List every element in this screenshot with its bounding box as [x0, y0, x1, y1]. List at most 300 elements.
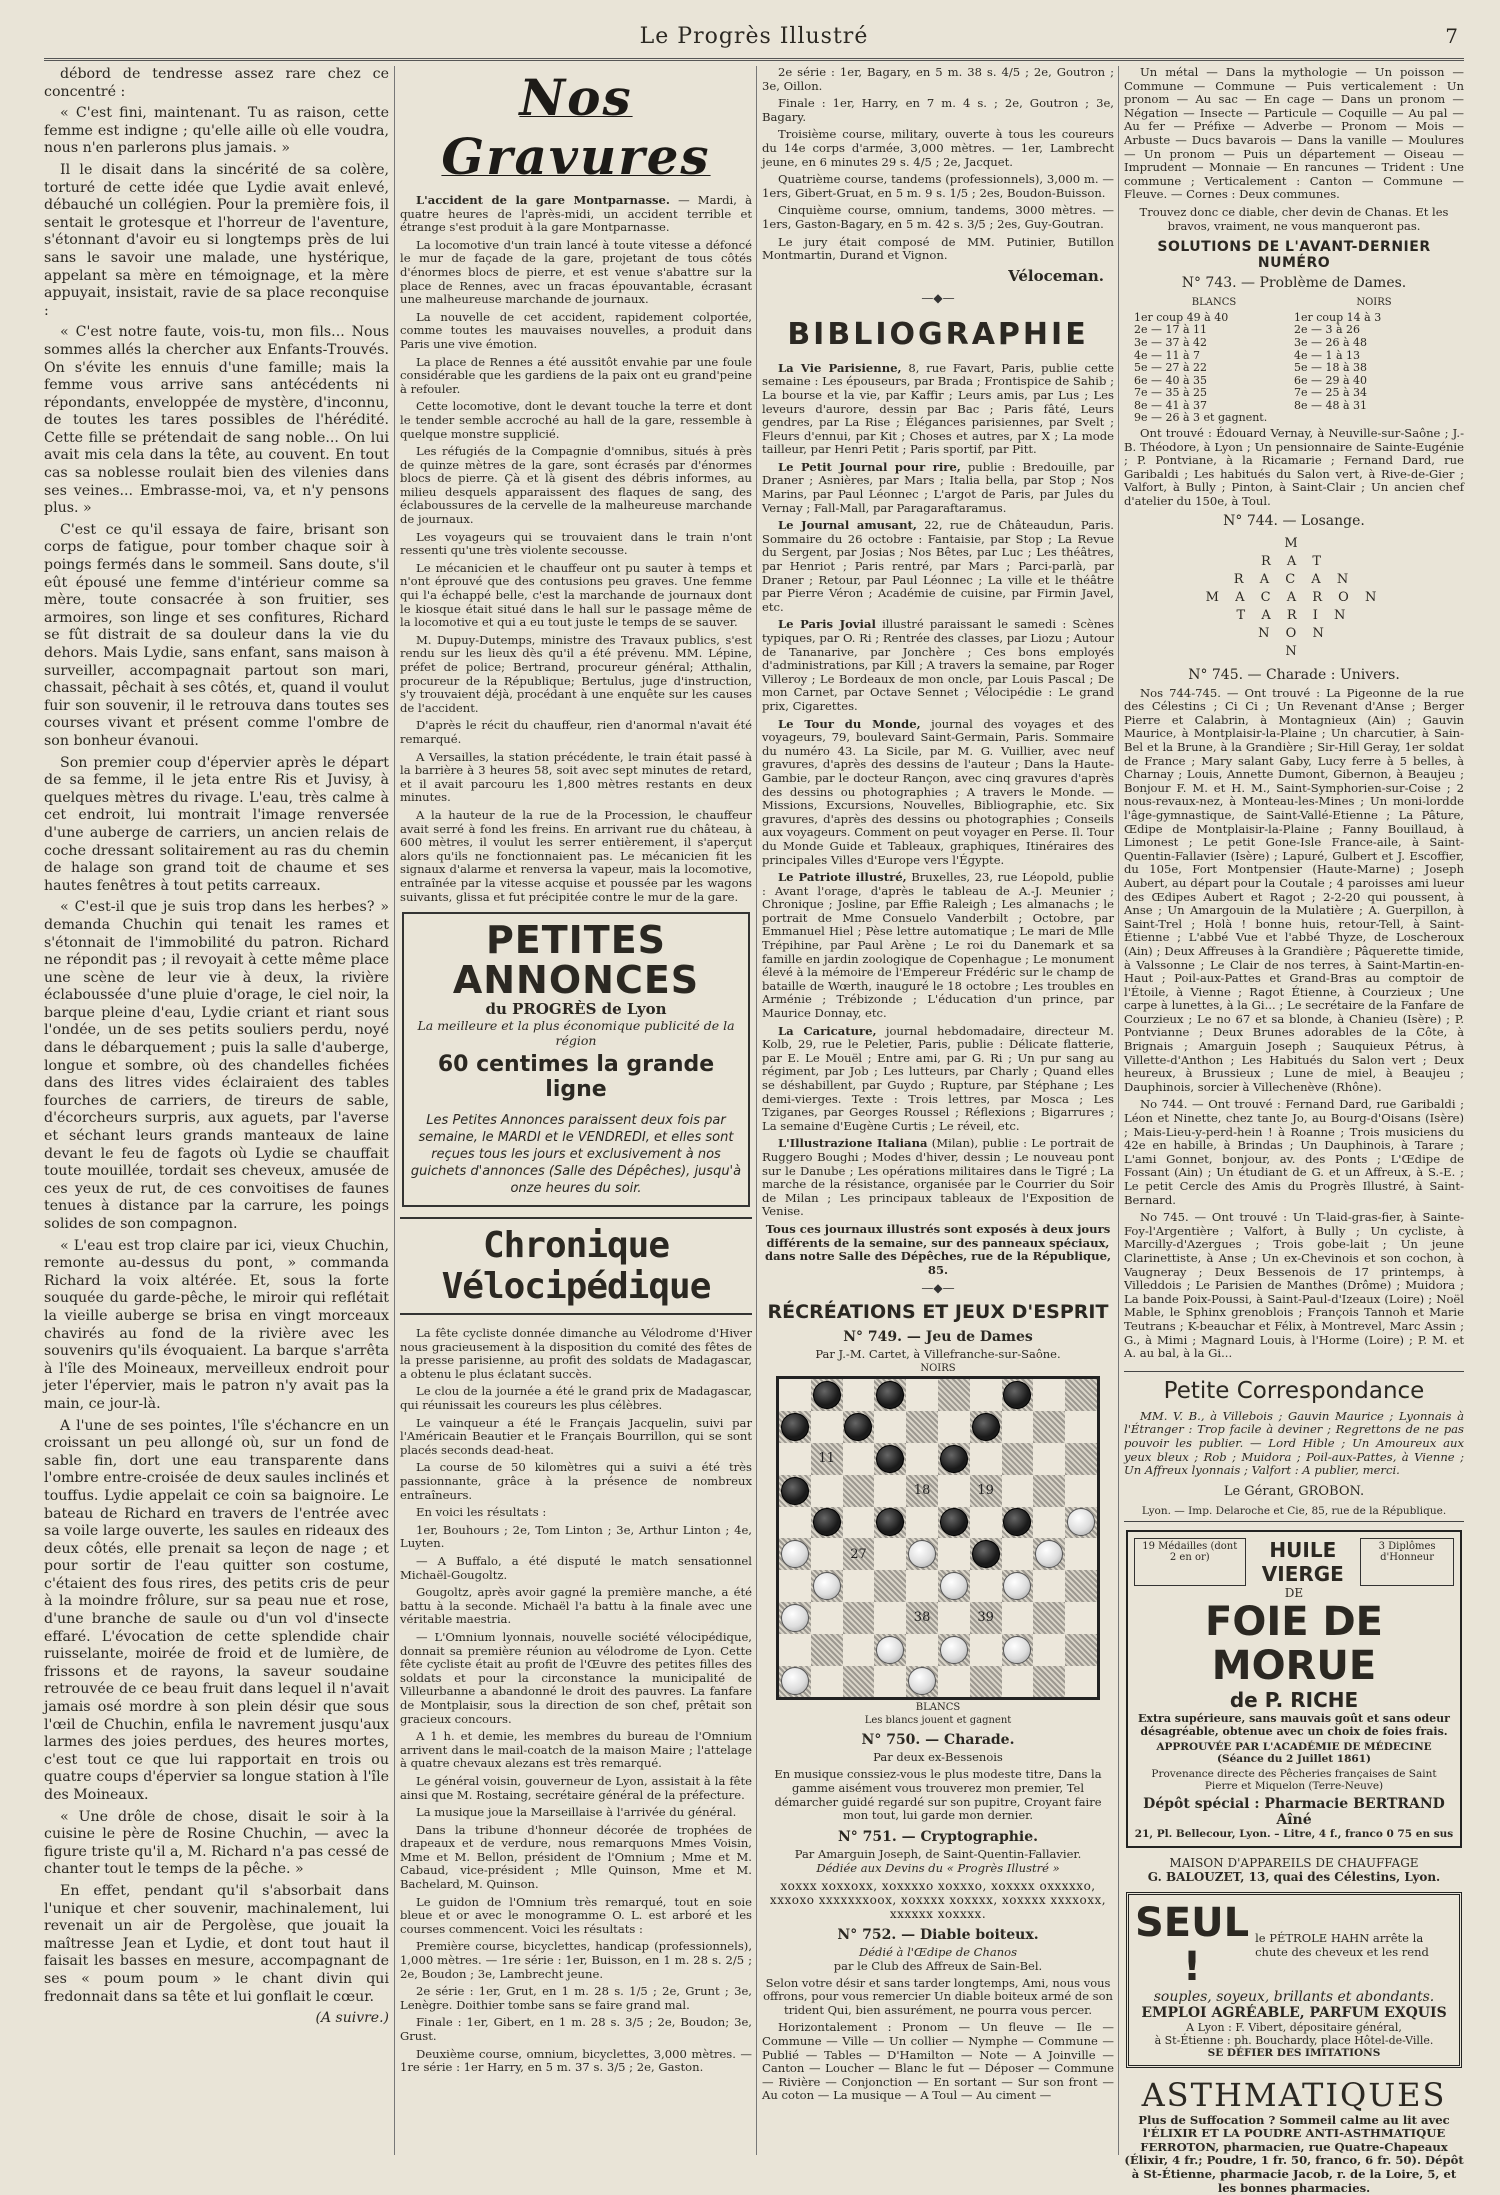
gravure-paragraph: Le mécanicien et le chauffeur ont pu sauter à temps et n'ont éprouvé que des contusions peu graves. Une femme qui l'a échappé belle, c'est la marchande de journaux dont le kiosque était situé dans le hall sur le passage même de la locomotive et qui a eu tout juste le temps de se sauver. — [400, 560, 752, 630]
board-square — [811, 1507, 843, 1539]
novel-paragraph: « C'est fini, maintenant. Tu as raison, cette femme est indigne ; qu'elle aille où elle voudra, nous n'en parlerons plus jamais. » — [44, 105, 389, 157]
solution-744-745-found: Nos 744-745. — Ont trouvé : La Pigeonne de la rue des Célestins ; Ci Ci ; Un Revenant d'Anse ; Berger Pierre et Calabrin, à Montagnieux (Ain) ; Gauvin Maurice, à Montplaisir-la-Plaine ; Un charcutier, à Sain-Bel et la Brune, à la Grandière ; Sir-Hill Geray, 1er soldat de France ; Mary salant Gaby, Lucy ferre à 5 belles, à Charnay ; Louis, Annette Dumont, Gibernon, à Beaujeu ; Bonjour F. M. et H. M., Saint-Symphorien-sur-Coise ; 2 nous-revaux-nez, à Monteau-les-Mines ; Un moni-lordde l'âge-gymnastique, de Saint-Vallé-Etienne ; La Pâture, Œdipe de Montplaisir-la-Plaine ; Fanny Bouillaud, à Limonest ; Le petit Gone-Isle France-aile, à Saint-Quentin-Fallavier (Isère) ; Lapuré, Gulbert et J. Escoffier, du 105e, Fort Montpensier (Haute-Marne) ; Joseph Aubert, au départ pour la Coutale ; 4 paroisses ami lueur des Œdipes Aubert et Ragot ; 2-2-20 qui poussent, à Anse ; Un Amargouin de la Mulatière ; A. Guerpillon, à Saint-Trel ; Holà ! bonne huis, retour-Tell, à Saint-Étienne ; L'abbé Vue et l'abbé Thyze, de Loscheroux (Ain) ; Deux Affreuses à la Grandière ; Pâquerette timide, à Valssonne ; Le Clair de nos terres, à Saint-Martin-en-Haut ; Poil-aux-Pattes et Grand-Bras au comptoir de l'Étoile, à Vienne ; Ragot Étienne, à Courzieux ; Une carpe à lunettes, à la Gi... ; Le secrétaire de la Fanfare de Courzieux ; Le no 67 et sa blonde, à Chanieu (Isère) ; P. Pontvianne ; Deux Brunes adorables de la Côte, à Brignais ; Amarguin Joseph ; Sauquieux Pétrus, à Villette-d'Anthon ; Les Habitués du Salon vert ; Deux heureux, à Brussieux ; Lune de miel, à Beaujeu ; Dauphinois, sorcier à Villechenève (Rhône). — [1124, 685, 1464, 1094]
ad3-st: à St-Étienne : ph. Bouchardy, place Hôtel-de-Ville. — [1154, 2033, 1434, 2047]
board-square — [906, 1570, 938, 1602]
diable-clues-continued: Un métal — Dans la mythologie — Un poisson — Commune — Commune — Puis verticalement : Un pronom — Au sac — En cage — Dans un pronom — Négation — Insecte — Particule — Coquille — Au pal — Au fer — Préfixe — Adverbe — Pronom — Mois — Arbuste — Ducs bavarois — Dans la vanille — Moulures — Un pronom — Puis un département — Oiseau — Imprudent — Monnaie — En rancunes — Trident : Une commune ; Verticalement : Canton — Commune — Fleuve. — Cornes : Deux communes. — [1124, 65, 1464, 202]
white-piece — [1003, 1572, 1031, 1600]
board-square — [874, 1602, 906, 1634]
ad-asthmatiques-text: Plus de Suffocation ? Sommeil calme au lit avec l'ÉLIXIR ET LA POUDRE ANTI-ASTHMATIQUE FERROTON, pharmacien, rue Quatre-Chapeaux (Élixir, 4 fr.; Poudre, 1 fr. 50, franco, 6 fr. 50). Dépôt à St-Étienne, pharmacie Jacob, r. de la Loire, 5, et les bonnes pharmacies. — [1124, 2112, 1464, 2195]
board-square — [779, 1538, 811, 1570]
white-piece — [1035, 1540, 1063, 1568]
solution-744-found: No 744. — Ont trouvé : Fernand Dard, rue Garibaldi ; Léon et Ninette, chez tante Jo, au Bourg-d'Oisans (Isère) ; Mais-Lieu-y-perd-hein ! à Roanne ; Trois musiciens du 42e en habille, à Brindas ; Un Dauphinois, à Tarare ; L'ami Gonnet, bonjour, av. des Ponts ; L'Œdipe de Fossant (Ain) ; Un étudiant de G. et un Affreux, à S.-E. ; Le petit Cercle des Amis du Progrès Illustré, à Saint-Bernard. — [1124, 1097, 1464, 1207]
move-noir: 5e — 18 à 38 — [1294, 361, 1368, 375]
biblio-title: L'Illustrazione Italiana — [778, 1136, 928, 1151]
white-piece — [908, 1540, 936, 1568]
board-square — [811, 1538, 843, 1570]
board-square — [970, 1538, 1002, 1570]
board-square — [1033, 1666, 1065, 1698]
ads-tagline: La meilleure et la plus économique publicité de la région — [417, 1018, 735, 1049]
ad2-line2: G. BALOUZET, 13, quai des Célestins, Lyon. — [1147, 1869, 1441, 1884]
ad1-line8: Dépôt spécial : Pharmacie BERTRAND Aîné — [1143, 1795, 1445, 1828]
board-square — [874, 1538, 906, 1570]
board-square — [874, 1411, 906, 1443]
square-number: 27 — [850, 1546, 867, 1562]
board-label-blancs: BLANCS — [915, 1702, 961, 1714]
medal-left: 19 Médailles (dont 2 en or) — [1134, 1538, 1246, 1586]
white-piece — [940, 1572, 968, 1600]
square-number: 39 — [977, 1610, 994, 1626]
bibliographie-heading: BIBLIOGRAPHIE — [787, 316, 1089, 352]
board-square — [811, 1666, 843, 1698]
losange-solution — [1124, 535, 1464, 661]
square-number: 18 — [913, 1483, 931, 1499]
losange-row: R A T — [1260, 553, 1328, 569]
page-number: 7 — [1445, 24, 1458, 48]
recreations-heading: RÉCRÉATIONS ET JEUX D'ESPRIT — [767, 1301, 1109, 1324]
board-square — [779, 1507, 811, 1539]
board-square — [843, 1475, 875, 1507]
board-square — [1033, 1570, 1065, 1602]
black-piece — [1003, 1381, 1031, 1409]
board-square — [811, 1379, 843, 1411]
problem-752-title: N° 752. — Diable boiteux. — [837, 1926, 1039, 1943]
diable-clues: Horizontalement : Pronom — Un fleuve — Ile — Commune — Ville — Un collier — Nymphe — Commune — Publié — Tables — D'Hamilton — Note — A Joinville — Canton — Loucher — Blanc le fut — Déposer — Commune — Rivière — Conjonction — En sortant — Sur son front — Au coton — La musique — A Toul — Au ciment — — [762, 2020, 1114, 2103]
board-square — [906, 1475, 938, 1507]
move-blanc: 8e — 41 à 37 — [1134, 398, 1208, 412]
board-square — [874, 1634, 906, 1666]
problem-751-author: Par Amarguin Joseph, de Saint-Quentin-Fallavier. — [794, 1846, 1082, 1861]
board-label-noirs: NOIRS — [920, 1363, 956, 1375]
ad3-emploi: EMPLOI AGRÉABLE, PARFUM EXQUIS — [1141, 2004, 1447, 2021]
solution-743-title: N° 743. — Problème de Dames. — [1181, 275, 1407, 292]
ad-chauffage — [1124, 1856, 1464, 1884]
move-blanc: 1er coup 49 à 40 — [1134, 310, 1229, 324]
checkers-board — [776, 1376, 1100, 1700]
solution-745-title: N° 745. — Charade : Univers. — [1188, 666, 1400, 683]
square-number: 38 — [913, 1610, 931, 1626]
board-square — [1065, 1570, 1097, 1602]
gravures-column — [400, 66, 752, 2155]
biblio-note: Tous ces journaux illustrés sont exposés à deux jours différents de la semaine, sur des panneaux spéciaux, dans notre Salle des Dépêches, rue de la République, 85. — [764, 1221, 1111, 1277]
separator-diamond: —◆— — [921, 290, 955, 305]
losange-row: M — [1284, 535, 1304, 551]
losange-row: N — [1285, 643, 1303, 659]
biblio-entry: Le Tour du Monde, journal des voyages et des voyageurs, 79, boulevard Saint-Germain, Paris. Sommaire du numéro 43. La Sicile, par M. G. Vuillier, avec neuf gravures, d'après des dessins de l'auteur ; Dans la Haute-Gambie, par le docteur Rançon, avec cinq gravures d'après des dessins ou photographies ; A travers le Monde. — Missions, Excursions, Nouvelles, Bibliographie, etc. Six gravures, d'après des dessins ou photographies ; Conseils aux voyageurs. Comment on peut voyager en Perse. Il. Tour du Monde Guide et Tableaux, graphiques, Itinéraires des principales Villes d'Europe vers l'Égypte. — [762, 716, 1114, 867]
imprint-line: Lyon. — Imp. Delaroche et Cie, 85, rue de la République. — [1124, 1505, 1464, 1522]
board-square — [874, 1666, 906, 1698]
chronique-paragraph: Le clou de la journée a été le grand prix de Madagascar, qui réunissait les coureurs les plus célèbres. — [400, 1384, 752, 1413]
biblio-entry: Le Patriote illustré, Bruxelles, 23, rue Léopold, publie : Avant l'orage, d'après le tableau de A.-J. Meunier ; Chronique ; Josline, par Effie Raleigh ; Les almanachs ; le portrait de Mme Consuelo Vanderbilt ; Octobre, par Emmanuel Hiel ; Pèse lettre automatique ; Le mari de Mlle Trépihine, par Paul Arène ; Le roi du Danemark et sa famille en jardin zoologique de Copenhague ; Le monument élevé à la mémoire de l'Empereur Frédéric sur le champ de bataille de Wœrth, inauguré le 18 octobre ; Les troubles en Arménie ; Trébizonde ; L'éducation d'un prince, par Maurice Donnay, etc. — [762, 870, 1114, 1021]
chronique-paragraph: La fête cycliste donnée dimanche au Vélodrome d'Hiver nous gracieusement à la disposition du comité des fêtes de la presse parisienne, au profit des soldats de Madagascar, a obtenu le plus éclatant succès. — [400, 1326, 752, 1381]
problem-751-title: N° 751. — Cryptographie. — [837, 1828, 1039, 1845]
chronique-paragraph: Finale : 1er, Gibert, en 1 m. 28 s. 3/5 ; 2e, Boudon; 3e, Grust. — [400, 2015, 752, 2043]
gravure-paragraph: Les réfugiés de la Compagnie d'omnibus, situés à près de quinze mètres de la gare, sont écrasés par d'énormes blocs de pierre. Çà et là gisent des débris informes, au milieu desquels apparaissent des flaques de sang, des éclaboussures de la cervelle de la malheureuse marchande de journaux. — [400, 444, 752, 527]
board-square — [1002, 1634, 1034, 1666]
gravure-paragraph: La locomotive d'un train lancé à toute vitesse a défoncé le mur de façade de la gare, projetant de tous côtés d'énormes blocs de pierre, et est venue s'abattre sur la place de Rennes, avec un fracas épouvantable, écrasant une malheureuse marchande de journaux. — [400, 237, 752, 307]
novel-paragraph: Son premier coup d'épervier après le départ de sa femme, il le jeta entre Ris et Juvisy, à quelques mètres du rivage. L'eau, très calme à cet endroit, lui montrait l'image renversée d'une auberge de carriers, un ancien relais de coche dressant solitairement au ras du chemin de halage son grand toit de chaume et ses hautes fenêtres à tout petits carreaux. — [44, 754, 389, 894]
gravure-paragraph: Cette locomotive, dont le devant touche la terre et dont le tender semble accroché au hall de la gare, ressemble à quelque monstre supplicié. — [400, 399, 752, 441]
white-piece — [940, 1636, 968, 1664]
ads-price: 60 centimes la grande ligne — [437, 1052, 715, 1103]
chronique-paragraph: Finale : 1er, Harry, en 7 m. 4 s. ; 2e, Goutron ; 3e, Bagary. — [762, 96, 1114, 124]
chronique-paragraph: La musique joue la Marseillaise à l'arrivée du général. — [416, 1805, 737, 1820]
ad1-line9: 21, Pl. Bellecour, Lyon. – Litre, 4 f., franco 0 75 en sus — [1134, 1827, 1454, 1840]
ad3-side: le PÉTROLE HAHN arrête la chute des cheveux et les rend — [1255, 1930, 1429, 1959]
biblio-entry: La Caricature, journal hebdomadaire, directeur M. Kolb, 29, rue le Peletier, Paris, publie : Délicate flatterie, par E. Le Mouël ; Entre ami, par G. Ri ; Un pur sang au régiment, par Job ; Les lutteurs, par Charly ; Quand elles se déshabillent, par Guydo ; Rupture, par Stéphane ; Les demi-vierges. Texte : Trois lettres, par Mosca ; Les Tziganes, par Georges Roussel ; Réflexions ; Bigarrures ; La semaine d'Eugène Curtis ; Le réveil, etc. — [762, 1023, 1114, 1133]
board-square — [1002, 1570, 1034, 1602]
losange-row: R A C A N — [1233, 571, 1355, 587]
black-piece — [972, 1413, 1000, 1441]
board-square — [970, 1379, 1002, 1411]
board-square — [970, 1507, 1002, 1539]
biblio-title: Le Journal amusant, — [778, 518, 917, 533]
board-square — [970, 1634, 1002, 1666]
chronique-paragraph: 2e série : 1er, Bagary, en 5 m. 38 s. 4/5 ; 2e, Goutron ; 3e, Oillon. — [762, 65, 1114, 93]
white-piece — [1003, 1636, 1031, 1664]
losange-row: T A R I N — [1236, 607, 1352, 623]
biblio-entry: Le Petit Journal pour rire, publie : Bredouille, par Draner ; Asnières, par Mars ; Italia bella, par Stop ; Nos Marins, par Paul Léonnec ; L'argot de Paris, par Jules du Vernay ; Fall-Mall, par Paragaraftaramus. — [762, 459, 1114, 515]
board-square — [1033, 1475, 1065, 1507]
ad-petrole-hahn — [1126, 1892, 1462, 2068]
problem-752-dedication: Dédié à l'Œdipe de Chanos — [859, 1944, 1017, 1959]
board-square — [970, 1570, 1002, 1602]
ad1-line4: de P. RICHE — [1229, 1687, 1359, 1712]
black-piece — [972, 1540, 1000, 1568]
gravure-paragraph: D'après le récit du chauffeur, rien d'anormal n'avait été remarqué. — [400, 718, 752, 746]
correspondance-text: MM. V. B., à Villebois ; Gauvin Maurice ; Lyonnais à l'Étranger : Trop facile à deviner ; Regrettons de ne pas pouvoir les publier. — Lord Hible ; Un Amoureux aux yeux bleux ; Rob ; Muidora ; Poil-aux-Pattes, à Vienne ; Un Affreux lyonnais ; Valfort : A publier, merci. — [1124, 1408, 1464, 1478]
board-square — [874, 1507, 906, 1539]
biblio-entry: La Vie Parisienne, 8, rue Favart, Paris, publie cette semaine : Les épouseurs, par Brada ; Frontispice de Sahib ; La bourse et la vie, par Kaffir ; Leurs amis, par Lus ; Les leveurs d'aurore, dessin par Bac ; Paris fâté, Leurs gendres, par La Rise ; Élégances parisiennes, par Svelt ; Fleurs d'ennui, par Kit ; Choses et autres, par X ; La mode tailleur, par Henri Petit ; Paris sportif, par Pitt. — [762, 360, 1114, 457]
moves-header-noirs: NOIRS — [1356, 297, 1392, 309]
novel-paragraph: débord de tendresse assez rare chez ce concentré : — [44, 66, 389, 100]
board-square — [970, 1602, 1002, 1634]
black-piece — [1003, 1508, 1031, 1536]
chronique-paragraph: Le général voisin, gouverneur de Lyon, assistait à la fête ainsi que M. Rostaing, secrétaire général de la préfecture. — [400, 1773, 752, 1802]
move-noir: 3e — 26 à 48 — [1294, 335, 1368, 349]
solution-745-found: No 745. — Ont trouvé : Un T-laid-gras-fier, à Sainte-Foy-l'Argentière ; Valfort, à Bully ; Un cycliste, à Marcilly-d'Azergues ; Trois gobe-lait ; Un jeune Clarinettiste, à Anse ; Un ex-Chevinois et son cochon, à Vaugneray ; Deux Bessenois de 17 printemps, à Villeddois ; Le Parisien de Manthes (Drôme) ; Muidora ; La bande Poix-Poussi, à Saint-Paul-d'Izeaux (Loire) ; Noël Mable, le Sphinx grenoblois ; François Tannoh et Marie Teutrans ; K-beauchar et Félix, à Montrevel, Marc Assin ; G., à Mimi ; Magnard Louis, à l'Horme (Loire) ; P. M. et A. au bal, à la Gi... — [1124, 1210, 1464, 1361]
ads-subtitle: du PROGRÈS de Lyon — [485, 1000, 667, 1019]
board-square — [1065, 1411, 1097, 1443]
board-square — [874, 1570, 906, 1602]
chronique-paragraph: 1er, Bouhours ; 2e, Tom Linton ; 3e, Arthur Linton ; 4e, Luyten. — [400, 1522, 752, 1551]
problem-750-title: N° 750. — Charade. — [861, 1732, 1015, 1749]
board-square — [1002, 1379, 1034, 1411]
white-piece — [781, 1540, 809, 1568]
board-square — [1065, 1602, 1097, 1634]
board-square — [1002, 1602, 1034, 1634]
problem-751-dedication: Dédiée aux Devins du « Progrès Illustré » — [816, 1860, 1060, 1875]
board-square — [938, 1411, 970, 1443]
move-noir: 1er coup 14 à 3 — [1294, 310, 1382, 324]
ads-body: Les Petites Annonces paraissent deux fois par semaine, le MARDI et le VENDREDI, et elles sont reçues tous les jours et exclusivement à nos guichets d'annonces (Salle des Dépêches), jusqu'à onze heures du soir. — [410, 1113, 742, 1197]
board-square — [906, 1443, 938, 1475]
losange-row: N O N — [1258, 625, 1330, 641]
chronique-paragraph: Gougoltz, après avoir gagné la première manche, a été battu à la seconde. Michaël l'a battu à la finale avec une véritable maestria. — [400, 1585, 752, 1627]
board-square — [1033, 1411, 1065, 1443]
move-noir: 4e — 1 à 13 — [1294, 348, 1361, 362]
white-piece — [813, 1572, 841, 1600]
square-number: 11 — [818, 1451, 835, 1467]
board-square — [906, 1411, 938, 1443]
gerant-line: Le Gérant, GROBON. — [1223, 1483, 1365, 1499]
gravure-paragraph: Les voyageurs qui se trouvaient dans le train n'ont ressenti qu'une très violente secousse. — [400, 529, 752, 558]
ad-asthmatiques-title: ASTHMATIQUES — [1141, 2075, 1447, 2114]
moves-header-blancs: BLANCS — [1191, 297, 1237, 309]
ad2-line1: MAISON D'APPAREILS DE CHAUFFAGE — [1169, 1855, 1419, 1870]
biblio-title: La Vie Parisienne, — [778, 360, 902, 375]
move-blanc: 4e — 11 à 7 — [1134, 348, 1201, 362]
ad-foie-de-morue — [1126, 1530, 1462, 1848]
board-square — [811, 1634, 843, 1666]
gravure-paragraph: L'accident de la gare Montparnasse. — Mardi, à quatre heures de l'après-midi, un accident terrible et étrange s'est produit à la gare Montparnasse. — [400, 193, 752, 235]
chronique-paragraph: Deuxième course, omnium, bicyclettes, 3,000 mètres. — 1re série : 1er Harry, en 5 m. 37 s. 3/5 ; 2e, Gaston. — [400, 2046, 752, 2075]
board-square — [970, 1666, 1002, 1698]
board-square — [874, 1379, 906, 1411]
solution-743-found: Ont trouvé : Édouard Vernay, à Neuville-sur-Saône ; J.-B. Théodore, à Lyon ; Un pensionnaire de Sainte-Eugénie ; P. Pontviane, à la Ricamarie ; Fernand Dard, rue Garibaldi ; Les habitués du Salon vert, à Rive-de-Gier ; Valfort, à Bully ; Pinton, à Saint-Clair ; Un ancien chef d'atelier du 150e, à Toul. — [1124, 426, 1464, 509]
column-rule — [1118, 66, 1119, 2155]
chronique-heading: Chronique Vélocipédique — [400, 1217, 752, 1315]
medal-right: 3 Diplômes d'Honneur — [1360, 1538, 1454, 1586]
chronique-paragraph: Cinquième course, omnium, tandems, 3000 mètres. — 1ers, Gaston-Bagary, en 5 m. 42 s. 3/5 ; 2es, Guy-Goutran. — [762, 203, 1114, 231]
biblio-title: Le Petit Journal pour rire, — [778, 459, 961, 474]
biblio-column — [762, 66, 1114, 2155]
board-square — [843, 1666, 875, 1698]
white-piece — [1067, 1508, 1095, 1536]
black-piece — [876, 1508, 904, 1536]
chronique-paragraph: Quatrième course, tandems (professionnels), 3,000 m. — 1ers, Gibert-Gruat, en 5 m. 9 s. 1/5 ; 2es, Boudon-Buisson. — [762, 172, 1114, 200]
chronique-paragraph: Troisième course, military, ouverte à tous les coureurs du 14e corps d'armée, 3,000 mètres. — 1er, Lambrecht jeune, en 6 minutes 29 s. 4/5 ; 2e, Jacquet. — [762, 127, 1114, 169]
board-square — [906, 1538, 938, 1570]
board-square — [874, 1443, 906, 1475]
board-square — [779, 1411, 811, 1443]
board-square — [843, 1507, 875, 1539]
board-square — [938, 1379, 970, 1411]
gravure-paragraph: A Versailles, la station précédente, le train était passé à la barrière à 3 heures 58, soit avec sept minutes de retard, et il avait parcouru les 1,800 mètres restants en deux minutes. — [400, 749, 752, 805]
separator-diamond: —◆— — [921, 1281, 955, 1296]
board-square — [874, 1475, 906, 1507]
charade-verse: En musique conssiez-vous le plus modeste titre, Dans la gamme aisément vous trouverez mon premier, Tel démarcher guidé regardé sur son pupitre, Croyant faire mon tout, lui garde mon dernier. — [774, 1767, 1102, 1823]
board-square — [811, 1411, 843, 1443]
gravures-heading: Nos Gravures — [441, 68, 711, 186]
chronique-paragraph: Le guidon de l'Omnium très remarqué, tout en soie bleue et or avec le monogramme O. L. est arboré et les courses commencent. Voici les résultats : — [400, 1894, 752, 1936]
ad1-line2: DE — [1284, 1585, 1304, 1600]
board-square — [843, 1634, 875, 1666]
ad1-line3: FOIE DE MORUE — [1205, 1598, 1383, 1689]
board-square — [906, 1634, 938, 1666]
diable-verse: Selon votre désir et sans tarder longtemps, Ami, nous vous offrons, pour vous remercier Un diable boiteux armé de son trident Qui, bien assurément, ne pourra vous percer. — [763, 1975, 1113, 2017]
black-piece — [781, 1477, 809, 1505]
board-square — [938, 1475, 970, 1507]
solution-744-title: N° 744. — Losange. — [1223, 512, 1365, 529]
black-piece — [781, 1413, 809, 1441]
to-be-continued: (A suivre.) — [315, 2010, 389, 2027]
novel-paragraph: Il le disait dans la sincérité de sa colère, torturé de cette idée que Lydie avait enlevé, débauché un collégien. Pour la première fois, il sentait le grotesque et l'horreur de l'aventure, s'étonnant d'avoir eu si longtemps près de lui sans le savoir une malade, une hystérique, appelant sa mère en témoignage, et la mère appuyait, insistait, ravie de sa place reconquise : — [44, 161, 389, 319]
move-noir: 6e — 29 à 40 — [1294, 373, 1368, 387]
board-square — [779, 1475, 811, 1507]
biblio-entry: Le Journal amusant, 22, rue de Châteaudun, Paris. Sommaire du 26 octobre : Fantaisie, par Stop ; La Revue du Sergent, par Josias ; Nos Bêtes, par Luc ; Les théâtres, par Henriot ; Paris rentré, par Mars ; Parci-parlà, par Draner ; Retour, par Paul Léonnec ; La ville et le théâtre par Pierre Véron ; Académie de cuisine, par Firmin Javel, etc. — [762, 518, 1114, 614]
board-square — [779, 1634, 811, 1666]
board-square — [1033, 1634, 1065, 1666]
board-square — [1065, 1507, 1097, 1539]
board-square — [970, 1475, 1002, 1507]
board-square — [1002, 1507, 1034, 1539]
move-noir: 2e — 3 à 26 — [1294, 323, 1361, 337]
board-square — [906, 1379, 938, 1411]
board-square — [938, 1538, 970, 1570]
board-square — [1002, 1411, 1034, 1443]
ad1-line6: APPROUVÉE PAR L'ACADÉMIE DE MÉDECINE (Séance du 2 Juillet 1861) — [1156, 1740, 1432, 1765]
column-rule — [756, 66, 757, 2155]
black-piece — [940, 1445, 968, 1473]
board-square — [1002, 1666, 1034, 1698]
white-piece — [781, 1667, 809, 1695]
novel-paragraph: « C'est notre faute, vois-tu, mon fils... Nous sommes allés la chercher aux Enfants-Trouvés. On s'évite les ennuis d'une famille; mais la femme vous arrive sans antécédents ni répondants, enveloppée de mystère, d'inconnu, de toutes les tares possibles de l'hérédité. Cette fille se prétendait de sang noble... On lui avait mis cela dans la tête, au couvent. En tout cas sa noblesse roulait bien des vilenies dans ses veines... Embrasse-moi, va, et n'y pensons plus. » — [44, 324, 389, 517]
board-square — [1065, 1634, 1097, 1666]
board-square — [1065, 1538, 1097, 1570]
board-square — [906, 1602, 938, 1634]
board-square — [938, 1570, 970, 1602]
gravure-paragraph: La nouvelle de cet accident, rapidement colportée, comme toutes les mauvaises nouvelles, a produit dans Paris une vive émotion. — [400, 309, 752, 351]
board-square — [1033, 1507, 1065, 1539]
board-square — [1002, 1475, 1034, 1507]
board-square — [1065, 1475, 1097, 1507]
novel-paragraph: « Une drôle de chose, disait le soir à la cuisine le père de Rosine Chuchin, — avec la figure triste qu'il a, M. Richard n'a pas cessé de chanter tout le temps de la pêche. » — [44, 1808, 389, 1878]
board-square — [779, 1602, 811, 1634]
masthead — [44, 14, 1464, 61]
board-square — [843, 1411, 875, 1443]
board-square — [1033, 1602, 1065, 1634]
board-square — [843, 1602, 875, 1634]
board-square — [938, 1634, 970, 1666]
white-piece — [876, 1636, 904, 1664]
board-square — [906, 1507, 938, 1539]
square-number: 19 — [977, 1483, 994, 1499]
problem-749-title: N° 749. — Jeu de Dames — [843, 1329, 1033, 1346]
ad3-sub: souples, soyeux, brillants et abondants. — [1153, 1988, 1435, 2005]
solutions-column — [1124, 65, 1464, 2195]
board-square — [843, 1443, 875, 1475]
chronique-signature: Véloceman. — [1008, 266, 1104, 285]
column-rule — [394, 66, 395, 2155]
move-noir: 8e — 48 à 31 — [1294, 398, 1368, 412]
black-piece — [844, 1413, 872, 1441]
ad3-big: SEUL ! — [1135, 1899, 1250, 1990]
black-piece — [940, 1508, 968, 1536]
ad1-line7: Provenance directe des Pêcheries françaises de Saint Pierre et Miquelon (Terre-Neuve) — [1151, 1767, 1437, 1792]
chronique-paragraph: Le vainqueur a été le Français Jacquelin, suivi par l'Américain Beautier et le Français Bourrillon, qui se sont placés seconds dead-heat. — [400, 1415, 752, 1457]
biblio-title: Le Paris Jovial — [778, 617, 876, 632]
gravure-paragraph: La place de Rennes a été aussitôt envahie par une foule considérable que les gardiens de la paix ont eu grand'peine à refouler. — [400, 354, 752, 396]
chronique-paragraph: Dans la tribune d'honneur décorée de trophées de drapeaux et de verdure, nous remarquons Mmes Voisin, Mme et M. Bellon, président de l'Omnium ; Mme et M. Cabaud, vice-président ; Mlle Quinson, Mme et M. Bachelard, M. Quinson. — [400, 1822, 752, 1892]
board-square — [938, 1602, 970, 1634]
board-square — [779, 1443, 811, 1475]
black-piece — [813, 1381, 841, 1409]
board-square — [938, 1443, 970, 1475]
move-blanc: 2e — 17 à 11 — [1134, 323, 1208, 337]
biblio-title: La Caricature, — [778, 1023, 877, 1038]
chronique-paragraph: En voici les résultats : — [416, 1505, 547, 1520]
move-blanc: 7e — 35 à 25 — [1134, 386, 1208, 400]
cryptogram-text: xoxxx xoxxoxx, xoxxxxo xoxxxo, xoxxxx oxxxxxo, xxxoxo xxxxxxxoox, xoxxxx xoxxxx, xoxxxx xxxxoxx, xxxxxx xoxxxx. — [769, 1878, 1107, 1921]
biblio-entry: Le Paris Jovial illustré paraissant le samedi : Scènes typiques, par O. Ri ; Rentrée des classes, par Liozu ; Autour de Tananarive, par Jonchère ; Ces bons employés d'administrations, par Kill ; A travers la semaine, par Roger Villeroy ; Le Bordeaux de mon oncle, par Louis Pascal ; De mon Carnet, par Octave Sennet ; Vélocipédie : Le grand prix, Cigarettes. — [762, 617, 1115, 713]
board-square — [1065, 1666, 1097, 1698]
board-square — [811, 1602, 843, 1634]
gravure-paragraph: A la hauteur de la rue de la Procession, le chauffeur avait serré à fond les freins. En arrivant rue du château, à 600 mètres, il voulut les serrer entièrement, il s'aperçut alors qu'ils ne fonctionnaient pas. Le mécanicien fit les signaux d'alarme et renversa la vapeur, mais la locomotive, entraînée par la vitesse acquise et poussée par les wagons suivants, glissa et fut précipitée contre le mur de la gare. — [400, 807, 752, 904]
move-blanc: 5e — 27 à 22 — [1134, 361, 1208, 375]
board-square — [1002, 1443, 1034, 1475]
board-square — [938, 1507, 970, 1539]
ad3-lyon: A Lyon : F. Vibert, dépositaire général, — [1186, 2020, 1402, 2034]
correspondance-heading: Petite Correspondance — [1124, 1371, 1464, 1404]
newspaper-title: Le Progrès Illustré — [639, 24, 869, 49]
problem-750-author: Par deux ex-Bessenois — [873, 1750, 1003, 1765]
chronique-paragraph: La course de 50 kilomètres qui a suivi a été très passionnante, grâce à la présence de nombreux entraîneurs. — [400, 1460, 752, 1502]
chronique-paragraph: A 1 h. et demie, les membres du bureau de l'Omnium arrivent dans le mail-coatch de la maison Maire ; l'attelage à quatre chevaux alezans est très remarqué. — [400, 1729, 752, 1771]
white-piece — [908, 1667, 936, 1695]
white-piece — [781, 1604, 809, 1632]
board-square — [811, 1570, 843, 1602]
losange-row: M A C A R O N — [1205, 589, 1383, 605]
gravure-paragraph: M. Dupuy-Dutemps, ministre des Travaux publics, s'est rendu sur les lieux dès qu'il a été prévenu. MM. Lépine, préfet de police; Bertrand, procureur général; Atthalin, procureur de la République; Bertulus, juge d'instruction, s'y trouvaient déjà, procédant à une enquête sur les causes de l'accident. — [400, 632, 752, 715]
board-square — [843, 1379, 875, 1411]
board-square — [811, 1443, 843, 1475]
chronique-paragraph: Le jury était composé de MM. Putinier, Butillon Montmartin, Durand et Vignon. — [762, 234, 1114, 263]
black-piece — [813, 1508, 841, 1536]
gravure-runin: L'accident de la gare Montparnasse. — [416, 193, 670, 207]
novel-paragraph: « L'eau est trop claire par ici, vieux Chuchin, remonte au-dessus du pont, » commanda Richard la voix altérée. Et, sous la forte souquée du garde-pêche, le miroir qui reflétait la vieille auberge se brisa en vingt morceaux chavirés au fond de la rivière avec les souvenirs qu'ils évoquaient. La barque s'arrêta à l'île des Moineaux, merveilleux endroit pour jeter l'épervier, mais le patron n'y avait pas la main, ce jour-là. — [44, 1237, 389, 1412]
novel-column — [44, 66, 389, 2155]
ads-title: PETITES ANNONCES — [452, 918, 700, 1003]
novel-paragraph: A l'une de ses pointes, l'île s'échancre en un croissant un peu allongé où, sur un fond de sable fin, dort une eau transparente dans l'ombre entre-croisée de deux saules inclinés et touffus. Lydie appelait ce coin sa baignoire. Le bateau de Richard en travers de l'entrée avec sa voile large ouverte, les saules en rideaux des deux côtés, elle prenait sa leçon de nage ; et pour sortir de l'eau quitter son costume, c'étaient des fous rires, des petits cris de peur à la moindre frôlure, sur sa peau nue et rose, d'une branche de saule ou d'un vol d'insecte effaré. L'évocation de cette splendide chair ruisselante, moirée de froid et de lumière, de frissons et de rayons, la saveur soudaine retrouvée de ce beau fruit dans lequel il n'avait jamais osé mordre à son plein désir que sous l'œil de Chuchin, enfila le navrement jusqu'aux larmes des joies perdues, des heures mortes, c'est tout ce que lui rapportait en trois ou quatre coups d'épervier sa longue station à l'île des Moineaux. — [44, 1417, 389, 1803]
novel-paragraph: C'est ce qu'il essaya de faire, brisant son corps de fatigue, pour tomber chaque soir à poings fermés dans le sommeil. Sans doute, s'il eût épousé une femme d'intérieur comme sa mère, toute consacrée à son fruitier, ses armoires, son linge et ses confitures, Richard se fût distrait de sa douleur dans la vie du dehors. Mais Lydie, sans enfant, sans maison à surveiller, accompagnait partout son mari, chassait, pêchait à ses côtés, et, quand il voulut fuir son souvenir, il le retrouva dans toutes ses courses vivant et présent comme l'ombre de son bonheur évanoui. — [44, 521, 389, 749]
board-square — [1033, 1379, 1065, 1411]
chronique-paragraph: — L'Omnium lyonnais, nouvelle société vélocipédique, donnait sa première réunion au vélodrome de Lyon. Cette fête cycliste était au profit de l'Œuvre des petites filles des soldats et pour la circonstance la municipalité de Villeurbanne a abandonné le droit des pauvres. La fanfare de Montplaisir, sous la direction de son chef, prêtait son gracieux concours. — [400, 1629, 752, 1726]
board-square — [906, 1666, 938, 1698]
board-square — [970, 1443, 1002, 1475]
board-square — [1033, 1443, 1065, 1475]
move-noir: 7e — 25 à 34 — [1294, 386, 1368, 400]
board-square — [938, 1666, 970, 1698]
move-blanc: 6e — 40 à 35 — [1134, 373, 1208, 387]
biblio-title: Le Tour du Monde, — [778, 716, 921, 731]
board-square — [811, 1475, 843, 1507]
chronique-paragraph: — A Buffalo, a été disputé le match sensationnel Michaël-Gougoltz. — [400, 1554, 752, 1582]
move-blanc: 9e — 26 à 3 et gagnent. — [1134, 411, 1268, 425]
problem-749-author: Par J.-M. Cartet, à Villefranche-sur-Saône. — [815, 1347, 1061, 1362]
board-square — [1033, 1538, 1065, 1570]
board-square — [843, 1538, 875, 1570]
biblio-title: Le Patriote illustré, — [778, 870, 907, 885]
board-caption: Les blancs jouent et gagnent — [864, 1715, 1012, 1727]
chronique-paragraph: Première course, bicyclettes, handicap (professionnels), 1,000 mètres. — 1re série : 1er, Buisson, en 1 m. 28 s. 2/5 ; 2e, Boudon ; 3e, Lambrecht jeune. — [400, 1939, 752, 1981]
problem-752-author: par le Club des Affreux de Sain-Bel. — [833, 1958, 1043, 1973]
diable-end-verse: Trouvez donc ce diable, cher devin de Chanas. Et les bravos, vraiment, ne vous manqueront pas. — [1139, 204, 1449, 233]
moves-table — [1134, 295, 1454, 425]
novel-paragraph: « C'est-il que je suis trop dans les herbes? » demanda Chuchin qui tenait les rames et s'étonnait de l'immobilité du patron. Richard ne répondit pas ; il revoyait à cette même place une scène de leur vie à deux, la rivière éclaboussée d'une pluie d'orage, le ciel noir, la barque pleine d'eau, Lydie criant et riant sous l'ondée, un de ses petits souliers perdu, noyé dans le débarquement ; puis la salle d'auberge, longue et sombre, où des chandelles fichées dans des litres vides éclairaient des tables fourches de carriers, de tireurs de sable, d'écorcheurs surpris, aux aguets, par l'averse et séchant leurs grands manteaux de laine devant le feu de fagots où Lydie se chauffait toute mouillée, tordait ses cheveux, amusée de ces yeux de rut, de ces convoitises de faunes tenues à distance par la carrure, les poings solides de son compagnon. — [44, 899, 389, 1232]
move-blanc: 3e — 37 à 42 — [1134, 335, 1208, 349]
board-square — [1002, 1538, 1034, 1570]
novel-paragraph: En effet, pendant qu'il s'absorbait dans l'unique et cher souvenir, machinalement, lui revenait un air de Pergolèse, que jouait la maîtresse Jean et Lydie, et dont tout haut il faisait les basses en mesure, accompagnant de ses « poum poum » le chant divin qui fredonnait dans sa tête et lui gonflait le cœur. — [44, 1882, 389, 2005]
chronique-paragraph: 2e série : 1er, Grut, en 1 m. 28 s. 1/5 ; 2e, Grunt ; 3e, Lenègre. Doithier tombe sans se faire grand mal. — [400, 1984, 752, 2012]
ad3-defier: SE DÉFIER DES IMITATIONS — [1207, 2046, 1381, 2059]
biblio-entry: L'Illustrazione Italiana (Milan), publie : Le portrait de Ruggero Boughi ; Modes d'hiver, dessin ; Le nouveau pont sur le Danube ; Les opérations militaires dans le Tigré ; La marche de la résistance, organisée par le Courrier du Soir de Milan ; Les principaux tableaux de l'Exposition de Venise. — [762, 1136, 1114, 1219]
board-square — [843, 1570, 875, 1602]
board-square — [970, 1411, 1002, 1443]
board-square — [779, 1666, 811, 1698]
ad1-line1: HUILE VIERGE — [1261, 1537, 1344, 1586]
board-square — [779, 1570, 811, 1602]
board-square — [1065, 1443, 1097, 1475]
